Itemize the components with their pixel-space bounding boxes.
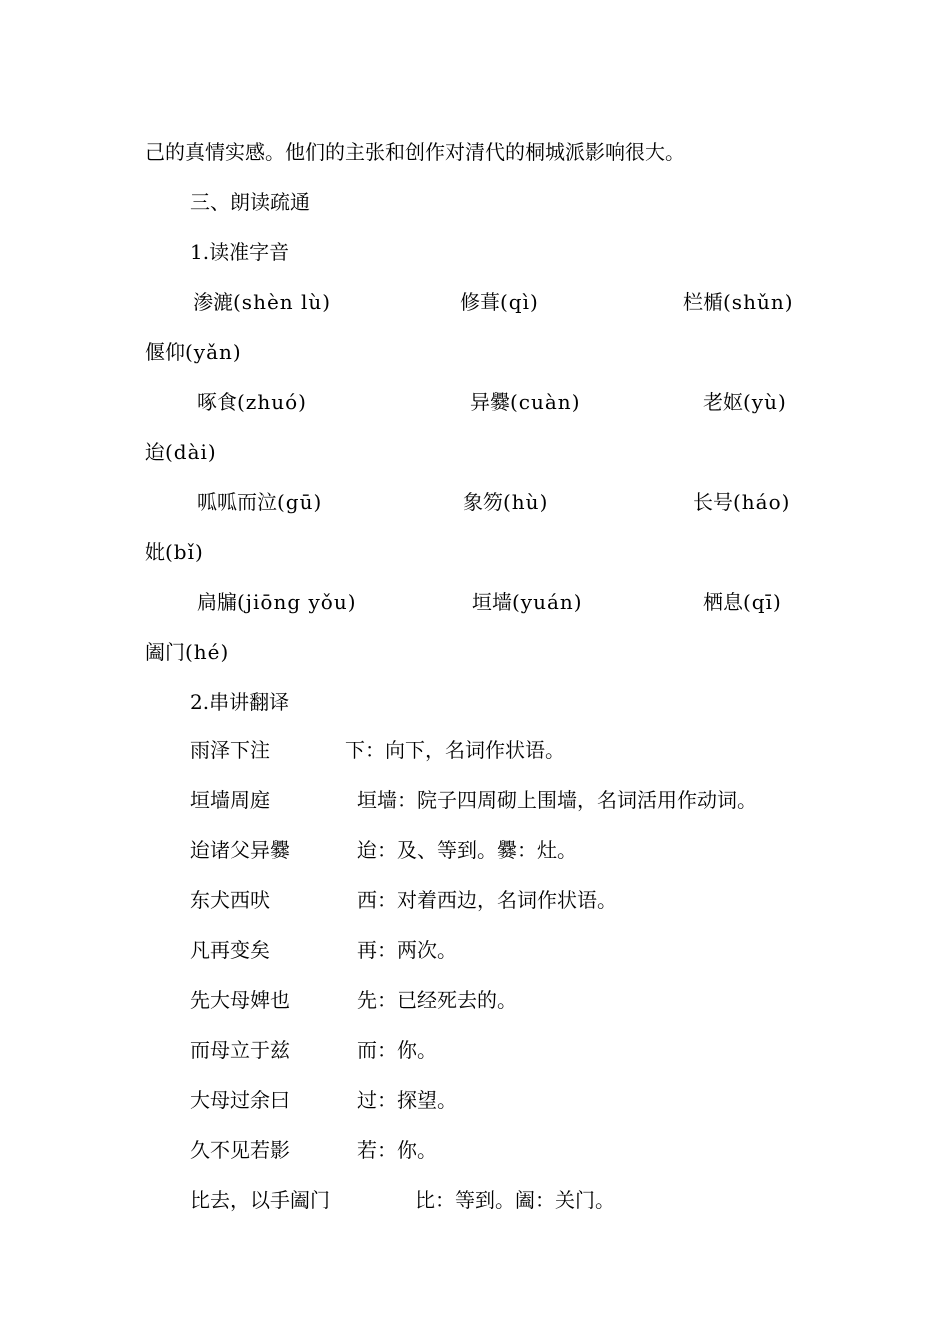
vocab-item — [190, 788, 757, 812]
vocab-term: 垣墙周庭 — [190, 788, 270, 812]
section-heading: 三、朗读疏通 — [190, 190, 310, 214]
vocab-item — [190, 738, 565, 762]
pinyin-item: 栏楯(shǔn) — [683, 290, 794, 314]
vocab-term: 大母过余曰 — [190, 1088, 290, 1112]
vocab-item — [190, 988, 517, 1012]
intro-line: 己的真情实感。他们的主张和创作对清代的桐城派影响很大。 — [145, 140, 685, 164]
vocab-gloss: 下：向下，名词作状语。 — [345, 738, 565, 762]
vocab-gloss: 再：两次。 — [357, 938, 457, 962]
vocab-gloss: 西：对着西边，名词作状语。 — [357, 888, 617, 912]
pinyin-item: 扃牖(jiōng yǒu) — [197, 590, 357, 614]
vocab-item — [190, 838, 577, 862]
vocab-term: 东犬西吠 — [190, 888, 270, 912]
vocab-item — [190, 938, 457, 962]
pinyin-item: 偃仰(yǎn) — [145, 340, 242, 364]
pinyin-item: 象笏(hù) — [463, 490, 549, 514]
pinyin-item: 异爨(cuàn) — [470, 390, 581, 414]
vocab-item — [190, 888, 617, 912]
pinyin-item: 长号(háo) — [693, 490, 791, 514]
pinyin-item: 栖息(qī) — [703, 590, 782, 614]
pinyin-item: 修葺(qì) — [460, 290, 539, 314]
pinyin-item: 迨(dài) — [145, 440, 217, 464]
pinyin-item: 渗漉(shèn lù) — [193, 290, 332, 314]
vocab-term: 凡再变矣 — [190, 938, 270, 962]
subheading-pronunciation: 1.读准字音 — [190, 240, 290, 264]
pinyin-item: 妣(bǐ) — [145, 540, 204, 564]
vocab-item — [190, 1038, 437, 1062]
pinyin-item: 垣墙(yuán) — [472, 590, 583, 614]
vocab-term: 迨诸父异爨 — [190, 838, 290, 862]
pinyin-item: 阖门(hé) — [145, 640, 230, 664]
vocab-term: 先大母婢也 — [190, 988, 290, 1012]
subheading-translation: 2.串讲翻译 — [190, 690, 290, 714]
pinyin-item: 老妪(yù) — [703, 390, 787, 414]
pinyin-item: 啄食(zhuó) — [197, 390, 307, 414]
vocab-gloss: 垣墙：院子四周砌上围墙，名词活用作动词。 — [357, 788, 757, 812]
vocab-gloss: 比：等到。阖：关门。 — [415, 1188, 615, 1212]
vocab-gloss: 若：你。 — [357, 1138, 437, 1162]
vocab-term: 比去，以手阖门 — [190, 1188, 330, 1212]
pinyin-item: 呱呱而泣(gū) — [197, 490, 323, 514]
vocab-item — [190, 1188, 615, 1212]
vocab-item — [190, 1088, 457, 1112]
vocab-gloss: 迨：及、等到。爨：灶。 — [357, 838, 577, 862]
vocab-gloss: 过：探望。 — [357, 1088, 457, 1112]
vocab-term: 雨泽下注 — [190, 738, 270, 762]
vocab-item — [190, 1138, 437, 1162]
vocab-gloss: 而：你。 — [357, 1038, 437, 1062]
vocab-term: 久不见若影 — [190, 1138, 290, 1162]
vocab-term: 而母立于兹 — [190, 1038, 290, 1062]
vocab-gloss: 先：已经死去的。 — [357, 988, 517, 1012]
